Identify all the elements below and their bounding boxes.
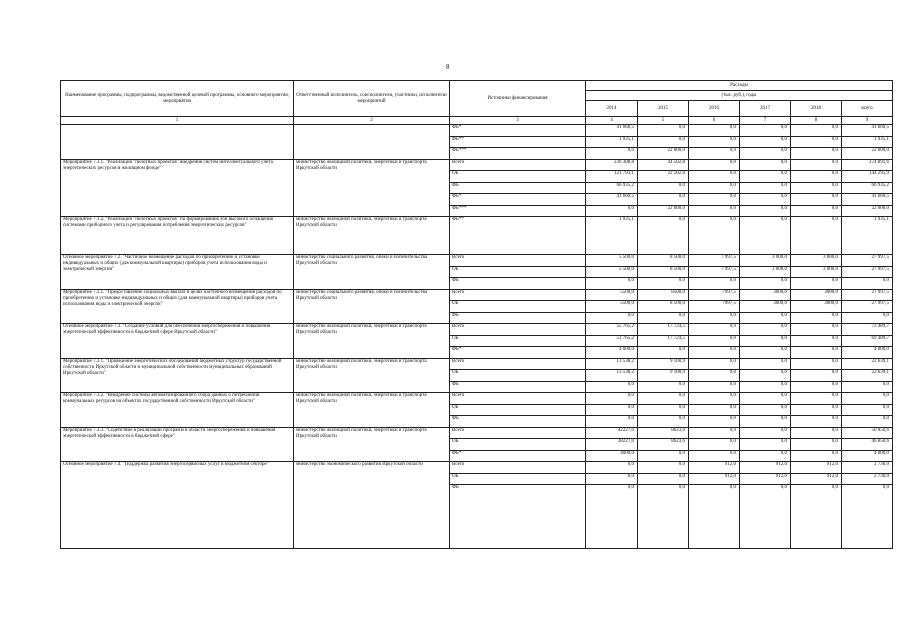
amount-cell: 0,0 <box>689 450 740 462</box>
amount-cell: 0,0 <box>740 335 791 347</box>
funding-source: ОБ <box>450 301 586 313</box>
amount-cell: 230 388,8 <box>586 159 638 171</box>
funding-source: ФБ* <box>450 450 586 462</box>
amount-cell: 0,0 <box>740 393 791 405</box>
amount-cell: 27 997,5 <box>842 266 893 278</box>
amount-cell: 0,0 <box>586 416 638 428</box>
amount-cell: 0,0 <box>842 404 893 416</box>
amount-cell: 0,0 <box>791 427 842 439</box>
responsible-executor: министерство жилищной политики, энергетики и транспорта Иркутской области <box>294 324 450 359</box>
amount-cell: 0,0 <box>740 347 791 359</box>
amount-cell: 17 724,5 <box>638 324 689 336</box>
amount-cell: 912,0 <box>791 473 842 485</box>
funding-source: ОБ <box>450 335 586 347</box>
table-row <box>61 393 893 405</box>
amount-cell: 2 736,0 <box>842 473 893 485</box>
amount-cell: 0,0 <box>791 194 842 206</box>
amount-cell: 0,0 <box>791 205 842 217</box>
amount-cell: 0,0 <box>791 416 842 428</box>
table-row <box>61 462 893 474</box>
amount-cell: 0,0 <box>586 485 638 549</box>
amount-cell: 13 538,2 <box>586 358 638 370</box>
amount-cell: 0,0 <box>586 404 638 416</box>
amount-cell: 0,0 <box>791 381 842 393</box>
amount-cell: 912,0 <box>689 462 740 474</box>
funding-source: Всего <box>450 427 586 439</box>
amount-cell: 0,0 <box>791 485 842 549</box>
amount-cell: 0,0 <box>740 312 791 324</box>
amount-cell: 3 000,0 <box>740 266 791 278</box>
amount-cell: 4 000,0 <box>586 347 638 359</box>
amount-cell: 0,0 <box>689 347 740 359</box>
amount-cell: 0,0 <box>638 450 689 462</box>
funding-source: Всего <box>450 393 586 405</box>
amount-cell: 0,0 <box>740 205 791 217</box>
header-source: Источники финансирования <box>450 81 586 117</box>
table-row <box>61 217 893 255</box>
amount-cell: 73 489,7 <box>842 324 893 336</box>
amount-cell: 0,0 <box>689 171 740 183</box>
amount-cell: 1 935,1 <box>842 136 893 148</box>
amount-cell: 0,0 <box>689 439 740 451</box>
header-year: 2015 <box>638 101 689 117</box>
table-row <box>61 255 893 267</box>
amount-cell: 13 538,2 <box>586 370 638 382</box>
amount-cell: 0,0 <box>740 148 791 160</box>
activity-name: Мероприятие 7.1.2. "Реализация "пилотных проектов" по формированию зон высокого оснащения системами приборного учета и регулирования потребления энергетических ресурсов" <box>61 217 294 255</box>
table-row <box>61 159 893 171</box>
amount-cell: 0,0 <box>586 148 638 160</box>
amount-cell: 0,0 <box>638 312 689 324</box>
amount-cell: 0,0 <box>791 217 842 255</box>
amount-cell: 0,0 <box>740 194 791 206</box>
amount-cell: 27 997,5 <box>842 289 893 301</box>
responsible-executor: министерство социального развития, опеки и попечительства Иркутской области <box>294 289 450 324</box>
amount-cell: 0,0 <box>638 473 689 485</box>
amount-cell: 22 639,1 <box>842 370 893 382</box>
funding-source: Всего <box>450 462 586 474</box>
amount-cell: 1 935,1 <box>842 217 893 255</box>
header-year: 2016 <box>689 101 740 117</box>
amount-cell: 0,0 <box>791 335 842 347</box>
funding-source: ОБ <box>450 473 586 485</box>
amount-cell: 3000,0 <box>791 301 842 313</box>
amount-cell: 3000,0 <box>740 301 791 313</box>
amount-cell: 912,0 <box>689 473 740 485</box>
amount-cell: 0,0 <box>586 381 638 393</box>
amount-cell: 0,0 <box>638 278 689 290</box>
amount-cell: 0,0 <box>791 278 842 290</box>
amount-cell: 41 660,5 <box>842 125 893 137</box>
funding-source: ФБ <box>450 416 586 428</box>
funding-source: ФБ <box>450 278 586 290</box>
table-row <box>61 358 893 370</box>
amount-cell: 9 100,9 <box>638 358 689 370</box>
amount-cell: 0,0 <box>689 393 740 405</box>
financing-table <box>60 80 893 549</box>
amount-cell: 0,0 <box>586 312 638 324</box>
column-number: 8 <box>791 117 842 125</box>
funding-source: Всего <box>450 255 586 267</box>
responsible-executor <box>294 125 450 160</box>
header-year: всего <box>842 101 893 117</box>
amount-cell: 7997,5 <box>689 301 740 313</box>
amount-cell: 8 500,0 <box>638 255 689 267</box>
amount-cell: 5 500,0 <box>586 255 638 267</box>
amount-cell: 5 500,0 <box>586 266 638 278</box>
amount-cell: 0,0 <box>689 324 740 336</box>
amount-cell: 3000,0 <box>740 289 791 301</box>
amount-cell: 912,0 <box>740 473 791 485</box>
amount-cell: 0,0 <box>740 278 791 290</box>
funding-source: ОБ <box>450 266 586 278</box>
amount-cell: 0,0 <box>689 404 740 416</box>
column-number: 9 <box>842 117 893 125</box>
responsible-executor: министерство жилищной политики, энергетики и транспорта Иркутской области <box>294 427 450 462</box>
amount-cell: 0,0 <box>740 136 791 148</box>
amount-cell: 0,0 <box>740 370 791 382</box>
column-number: 4 <box>586 117 638 125</box>
table-row <box>61 289 893 301</box>
amount-cell: 0,0 <box>689 136 740 148</box>
amount-cell: 8 500,0 <box>638 301 689 313</box>
amount-cell: 8623,6 <box>638 439 689 451</box>
amount-cell: 41 660,5 <box>842 194 893 206</box>
amount-cell: 55 765,2 <box>586 324 638 336</box>
column-number: 7 <box>740 117 791 125</box>
amount-cell: 0,0 <box>740 439 791 451</box>
amount-cell: 0,0 <box>689 125 740 137</box>
header-year: 2018 <box>791 101 842 117</box>
amount-cell: 0,0 <box>689 205 740 217</box>
amount-cell: 0,0 <box>791 439 842 451</box>
amount-cell: 0,0 <box>791 347 842 359</box>
table-row <box>61 125 893 137</box>
amount-cell: 0,0 <box>689 381 740 393</box>
activity-name: Мероприятие 7.3.3. "Содействие в реализации программ в области энергосбережения и повышения энергетической эффективности в бюджетной сфере" <box>61 427 294 462</box>
amount-cell: 0,0 <box>740 324 791 336</box>
amount-cell: 4000,0 <box>586 450 638 462</box>
amount-cell: 0,0 <box>638 136 689 148</box>
amount-cell: 0,0 <box>842 485 893 549</box>
amount-cell: 0,0 <box>586 278 638 290</box>
column-number: 6 <box>689 117 740 125</box>
amount-cell: 0,0 <box>638 462 689 474</box>
amount-cell: 0,0 <box>740 427 791 439</box>
amount-cell: 0,0 <box>638 347 689 359</box>
amount-cell: 0,0 <box>689 427 740 439</box>
amount-cell: 0,0 <box>638 125 689 137</box>
amount-cell: 0,0 <box>842 416 893 428</box>
funding-source: ФБ* <box>450 125 586 137</box>
amount-cell: 0,0 <box>689 217 740 255</box>
amount-cell: 0,0 <box>689 159 740 171</box>
amount-cell: 121 793,1 <box>586 171 638 183</box>
amount-cell: 42227,0 <box>586 427 638 439</box>
amount-cell: 0,0 <box>740 404 791 416</box>
amount-cell: 0,0 <box>740 381 791 393</box>
activity-name: Основное мероприятие 7.4. "Поддержка развития энергосервисных услуг в бюджетном секторе" <box>61 462 294 549</box>
amount-cell: 5500,0 <box>586 301 638 313</box>
funding-source: ОБ <box>450 171 586 183</box>
amount-cell: 22 000,0 <box>842 205 893 217</box>
amount-cell: 8 500,0 <box>638 266 689 278</box>
amount-cell: 4 000,0 <box>842 450 893 462</box>
amount-cell: 0,0 <box>791 182 842 194</box>
amount-cell: 0,0 <box>791 393 842 405</box>
funding-source: ФБ* <box>450 347 586 359</box>
amount-cell: 0,0 <box>638 485 689 549</box>
amount-cell: 0,0 <box>740 450 791 462</box>
amount-cell: 51 765,2 <box>586 335 638 347</box>
amount-cell: 3000,0 <box>791 289 842 301</box>
funding-source: ОБ <box>450 404 586 416</box>
funding-source: ФБ** <box>450 217 586 255</box>
amount-cell: 1 935,1 <box>586 136 638 148</box>
funding-source: ФБ <box>450 182 586 194</box>
amount-cell: 274 891,6 <box>842 159 893 171</box>
amount-cell: 0,0 <box>689 278 740 290</box>
amount-cell: 0,0 <box>689 370 740 382</box>
column-number: 3 <box>450 117 586 125</box>
amount-cell: 22 639,1 <box>842 358 893 370</box>
amount-cell: 0,0 <box>689 485 740 549</box>
amount-cell: 0,0 <box>740 358 791 370</box>
activity-name: Мероприятие 7.1.1. "Реализация "пилотных проектов" внедрения систем интеллектуального учета энергетических ресурсов в жилищном фонде" <box>61 159 294 217</box>
amount-cell: 22 000,0 <box>842 148 893 160</box>
amount-cell: 0,0 <box>791 370 842 382</box>
amount-cell: 0,0 <box>689 194 740 206</box>
amount-cell: 0,0 <box>740 125 791 137</box>
amount-cell: 2 736,0 <box>842 462 893 474</box>
amount-cell: 0,0 <box>638 393 689 405</box>
amount-cell: 0,0 <box>689 182 740 194</box>
activity-name: Основное мероприятие 7.3. "Создание условий для обеспечения энергосбережения и повышения энергетической эффективности в бюджетной сфере Иркутской области" <box>61 324 294 359</box>
amount-cell: 7 997,5 <box>689 255 740 267</box>
amount-cell: 0,0 <box>586 393 638 405</box>
responsible-executor: министерство жилищной политики, энергетики и транспорта Иркутской области <box>294 393 450 428</box>
header-year: 2014 <box>586 101 638 117</box>
funding-source: ФБ <box>450 381 586 393</box>
amount-cell: 27 997,5 <box>842 301 893 313</box>
amount-cell: 0,0 <box>689 148 740 160</box>
amount-cell: 69 489,7 <box>842 335 893 347</box>
amount-cell: 0,0 <box>842 278 893 290</box>
amount-cell: 144 295,9 <box>842 171 893 183</box>
amount-cell: 0,0 <box>638 404 689 416</box>
funding-source: Всего <box>450 324 586 336</box>
amount-cell: 0,0 <box>689 358 740 370</box>
amount-cell: 0,0 <box>586 205 638 217</box>
amount-cell: 0,0 <box>740 159 791 171</box>
header-name: Наименование программы, подпрограммы, ведомственной целевой программы, основного мероприятия, мероприятия <box>61 81 294 117</box>
amount-cell: 8623,6 <box>638 427 689 439</box>
funding-source: Всего <box>450 358 586 370</box>
responsible-executor: министерство жилищной политики, энергетики и транспорта Иркутской области <box>294 217 450 255</box>
amount-cell: 0,0 <box>638 381 689 393</box>
amount-cell: 22 000,0 <box>638 148 689 160</box>
amount-cell: 0,0 <box>638 416 689 428</box>
funding-source: ОБ <box>450 370 586 382</box>
amount-cell: 50 850,6 <box>842 427 893 439</box>
activity-name: Мероприятие 7.3.2. "Внедрение системы автоматизированного сбора данных о потреблении коммунальных ресурсов на объектах государственной собственности Иркутской области" <box>61 393 294 428</box>
responsible-executor: министерство жилищной политики, энергетики и транспорта Иркутской области <box>294 159 450 217</box>
column-number: 5 <box>638 117 689 125</box>
amount-cell: 46 850,6 <box>842 439 893 451</box>
amount-cell: 7 997,5 <box>689 266 740 278</box>
amount-cell: 0,0 <box>791 312 842 324</box>
amount-cell: 0,0 <box>842 381 893 393</box>
amount-cell: 4 000,0 <box>842 347 893 359</box>
funding-source: ФБ <box>450 485 586 549</box>
amount-cell: 912,0 <box>740 462 791 474</box>
amount-cell: 66 935,2 <box>586 182 638 194</box>
amount-cell: 0,0 <box>689 416 740 428</box>
amount-cell: 0,0 <box>740 416 791 428</box>
amount-cell: 0,0 <box>791 324 842 336</box>
amount-cell: 0,0 <box>791 136 842 148</box>
amount-cell: 0,0 <box>586 462 638 474</box>
amount-cell: 17 724,5 <box>638 335 689 347</box>
page-number: 8 <box>446 63 450 71</box>
amount-cell: 912,0 <box>791 462 842 474</box>
activity-name: Мероприятие 7.3.1. "Проведение энергетических обследований бюджетных структур государственной собственности Иркутской области и муниципальной собственности муниципальных образований Иркутской области" <box>61 358 294 393</box>
amount-cell: 0,0 <box>791 358 842 370</box>
funding-source: ФБ <box>450 312 586 324</box>
funding-source: Всего <box>450 159 586 171</box>
amount-cell: 0,0 <box>791 404 842 416</box>
column-number: 1 <box>61 117 294 125</box>
table-row <box>61 324 893 336</box>
amount-cell: 22 502,8 <box>638 171 689 183</box>
amount-cell: 9 100,9 <box>638 370 689 382</box>
amount-cell: 8500,0 <box>638 289 689 301</box>
header-expenses: Расходы <box>586 81 893 91</box>
amount-cell: 41 660,5 <box>586 125 638 137</box>
funding-source: ОБ <box>450 439 586 451</box>
amount-cell: 5500,0 <box>586 289 638 301</box>
funding-source: ФБ*** <box>450 148 586 160</box>
activity-name <box>61 125 294 160</box>
responsible-executor: министерство экономического развития Иркутской области <box>294 462 450 549</box>
amount-cell: 0,0 <box>791 148 842 160</box>
amount-cell: 0,0 <box>791 171 842 183</box>
amount-cell: 44 502,8 <box>638 159 689 171</box>
amount-cell: 0,0 <box>740 171 791 183</box>
amount-cell: 0,0 <box>791 450 842 462</box>
amount-cell: 22 000,0 <box>638 205 689 217</box>
header-responsible: Ответственный исполнитель, соисполнители, участники, исполнители мероприятий <box>294 81 450 117</box>
funding-source: ФБ** <box>450 136 586 148</box>
amount-cell: 0,0 <box>638 182 689 194</box>
amount-cell: 0,0 <box>842 393 893 405</box>
table-row <box>61 427 893 439</box>
amount-cell: 7997,5 <box>689 289 740 301</box>
amount-cell: 3 000,0 <box>740 255 791 267</box>
amount-cell: 3 000,0 <box>791 255 842 267</box>
activity-name: Основное мероприятие 7.2. "Частичное возмещение расходов по приобретению и установке индивидуальных и общих (для коммунальной квартиры) приборов учета использования воды и электрической энергии" <box>61 255 294 290</box>
amount-cell: 0,0 <box>740 182 791 194</box>
amount-cell: 41 660,5 <box>586 194 638 206</box>
amount-cell: 38227,0 <box>586 439 638 451</box>
header-year: 2017 <box>740 101 791 117</box>
amount-cell: 66 935,2 <box>842 182 893 194</box>
amount-cell: 0,0 <box>791 159 842 171</box>
amount-cell: 0,0 <box>842 312 893 324</box>
amount-cell: 0,0 <box>791 125 842 137</box>
amount-cell: 0,0 <box>740 217 791 255</box>
funding-source: Всего <box>450 289 586 301</box>
amount-cell: 0,0 <box>638 217 689 255</box>
amount-cell: 0,0 <box>689 335 740 347</box>
activity-name: Мероприятие 7.2.1. "Предоставление социальных выплат в целях частичного возмещения расходов по приобретению и установке индивидуальных и общих (для коммунальной квартиры) приборов учета использования воды и электрической энергии" <box>61 289 294 324</box>
amount-cell: 0,0 <box>689 312 740 324</box>
column-number: 2 <box>294 117 450 125</box>
amount-cell: 0,0 <box>586 473 638 485</box>
amount-cell: 27 997,5 <box>842 255 893 267</box>
amount-cell: 1 935,1 <box>586 217 638 255</box>
responsible-executor: министерство социального развития, опеки и попечительства Иркутской области <box>294 255 450 290</box>
amount-cell: 0,0 <box>740 485 791 549</box>
header-units: (тыс. руб.), годы <box>586 91 893 101</box>
funding-source: ФБ* <box>450 194 586 206</box>
funding-source: ФБ*** <box>450 205 586 217</box>
amount-cell: 3 000,0 <box>791 266 842 278</box>
responsible-executor: министерство жилищной политики, энергетики и транспорта Иркутской области <box>294 358 450 393</box>
amount-cell: 0,0 <box>638 194 689 206</box>
